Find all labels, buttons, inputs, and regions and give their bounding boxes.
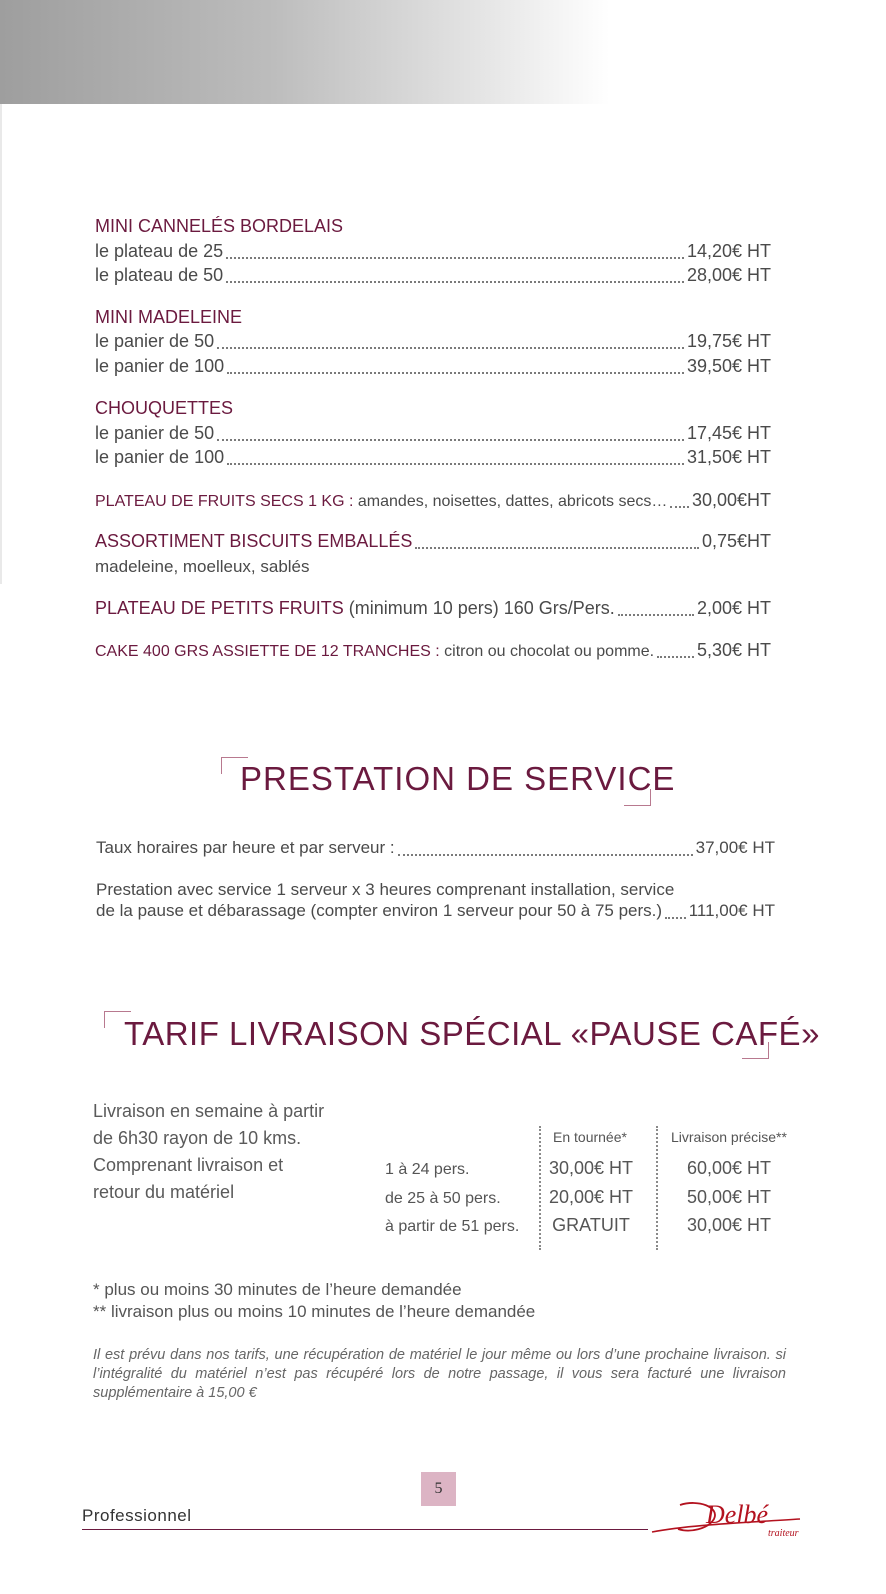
- row-label: le plateau de 25: [95, 241, 224, 261]
- dot-leader: [227, 371, 684, 374]
- row-label: le panier de 50: [95, 331, 215, 351]
- service-package-line1: Prestation avec service 1 serveur x 3 heures comprenant installation, service: [96, 880, 675, 899]
- petits-fruits-desc: (minimum 10 pers) 160 Grs/Pers.: [348, 598, 615, 618]
- delivery-tournee-price: 20,00€ HT: [548, 1187, 634, 1207]
- price-row: [95, 331, 771, 355]
- price-row: [95, 356, 771, 380]
- service-section-title: PRESTATION DE SERVICE: [240, 760, 676, 797]
- col-head-tournee: En tournée*: [553, 1129, 627, 1145]
- biscuits-subtext: madeleine, moelleux, sablés: [95, 557, 310, 576]
- cake-label: [95, 643, 654, 661]
- row-price: 17,45€ HT: [686, 423, 771, 443]
- hourly-rate-price: 37,00€ HT: [695, 838, 775, 857]
- chouquettes-title: CHOUQUETTES: [95, 398, 234, 418]
- dot-leader: [226, 280, 684, 283]
- row-label: le panier de 100: [95, 447, 225, 467]
- delivery-desc-line: Livraison en semaine à partir: [93, 1101, 325, 1121]
- dot-leader: [670, 505, 689, 508]
- biscuits-label: [95, 531, 412, 552]
- logo-subtext: traiteur: [768, 1528, 799, 1539]
- bracket-bottom-right: [742, 1042, 769, 1059]
- cake-desc: citron ou chocolat ou pomme.: [444, 643, 655, 660]
- delivery-row-label: de 25 à 50 pers.: [385, 1190, 501, 1207]
- delbe-logo: [648, 1495, 808, 1540]
- disclaimer-text: Il est prévu dans nos tarifs, une récupération de matériel le jour même ou lors d’une prochaine livraison. si l’intégralité du matériel n’est pas récupéré lors de notre passage, il vous sera facturé une livraison supplémentaire à 15,00 €: [93, 1347, 786, 1401]
- row-price: 5,30€ HT: [696, 640, 771, 660]
- delivery-tournee-price: 30,00€ HT: [548, 1158, 634, 1178]
- row-price: 19,75€ HT: [686, 331, 771, 351]
- row-price: 28,00€ HT: [686, 265, 771, 285]
- delivery-row-label: à partir de 51 pers.: [385, 1218, 520, 1235]
- row-price: 31,50€ HT: [686, 447, 771, 467]
- biscuits-row: [95, 531, 771, 555]
- row-label: le panier de 100: [95, 356, 225, 376]
- delivery-desc-line: de 6h30 rayon de 10 kms.: [93, 1128, 302, 1148]
- delivery-desc-line: Comprenant livraison et: [93, 1155, 284, 1175]
- footer-label: Professionnel: [82, 1506, 192, 1525]
- biscuits-title: ASSORTIMENT BISCUITS EMBALLÉS: [95, 531, 413, 551]
- delivery-desc-line: retour du matériel: [93, 1182, 235, 1202]
- header-gradient-bar: [0, 0, 610, 104]
- price-row: [95, 241, 771, 265]
- delivery-section-title: TARIF LIVRAISON SPÉCIAL «PAUSE CAFÉ»: [124, 1015, 820, 1052]
- cake-title: CAKE 400 GRS ASSIETTE DE 12 TRANCHES :: [95, 643, 440, 660]
- row-label: le plateau de 50: [95, 265, 224, 285]
- hourly-rate-label: Taux horaires par heure et par serveur :: [96, 838, 395, 857]
- left-margin-line: [0, 104, 2, 584]
- fruits-secs-row: [95, 490, 771, 514]
- dot-leader: [657, 655, 694, 658]
- cake-row: [95, 640, 771, 664]
- dot-leader: [415, 546, 699, 549]
- delivery-precise-price: 30,00€ HT: [686, 1215, 772, 1235]
- dot-leader: [226, 256, 684, 259]
- service-package-line2: de la pause et débarassage (compter environ 1 serveur pour 50 à 75 pers.): [96, 901, 663, 920]
- delivery-precise-price: 60,00€ HT: [686, 1158, 772, 1178]
- service-package-price: 111,00€ HT: [688, 901, 775, 920]
- footer-rule: [82, 1529, 648, 1530]
- fruits-secs-title: PLATEAU DE FRUITS SECS 1 KG :: [95, 493, 354, 510]
- petits-fruits-title: PLATEAU DE PETITS FRUITS: [95, 598, 344, 618]
- canneles-title: MINI CANNELÉS BORDELAIS: [95, 216, 344, 236]
- row-price: 14,20€ HT: [686, 241, 771, 261]
- row-price: 39,50€ HT: [686, 356, 771, 376]
- dot-leader: [217, 346, 684, 349]
- footnote-precise: ** livraison plus ou moins 10 minutes de l’heure demandée: [93, 1302, 536, 1321]
- petits-fruits-row: [95, 598, 771, 622]
- row-price: 0,75€HT: [701, 531, 771, 551]
- bracket-bottom-right: [624, 789, 651, 806]
- delivery-tournee-price: GRATUIT: [552, 1215, 630, 1235]
- hourly-rate-row: [96, 838, 775, 862]
- dot-leader: [398, 853, 693, 856]
- petits-fruits-label: [95, 598, 615, 619]
- row-label: le panier de 50: [95, 423, 215, 443]
- delivery-description: [93, 1098, 373, 1206]
- service-package-row: [96, 901, 775, 925]
- madeleine-title: MINI MADELEINE: [95, 307, 243, 327]
- column-separator: [539, 1126, 541, 1250]
- col-head-precise: Livraison précise**: [671, 1129, 787, 1145]
- price-row: [95, 423, 771, 447]
- dot-leader: [665, 916, 686, 919]
- column-separator: [656, 1126, 658, 1250]
- dot-leader: [618, 613, 694, 616]
- row-price: 2,00€ HT: [696, 598, 771, 618]
- delivery-precise-price: 50,00€ HT: [686, 1187, 772, 1207]
- delivery-row-label: 1 à 24 pers.: [385, 1161, 470, 1178]
- footnote-tournee: * plus ou moins 30 minutes de l’heure demandée: [93, 1280, 462, 1299]
- dot-leader: [217, 438, 684, 441]
- price-row: [95, 447, 771, 471]
- row-price: 30,00€HT: [691, 490, 771, 510]
- price-row: [95, 265, 771, 289]
- logo-text: Delbé: [706, 1500, 769, 1529]
- dot-leader: [227, 462, 684, 465]
- fruits-secs-label: [95, 493, 667, 511]
- fruits-secs-desc: amandes, noisettes, dattes, abricots secs…: [357, 493, 668, 510]
- page-number: 5: [421, 1472, 456, 1506]
